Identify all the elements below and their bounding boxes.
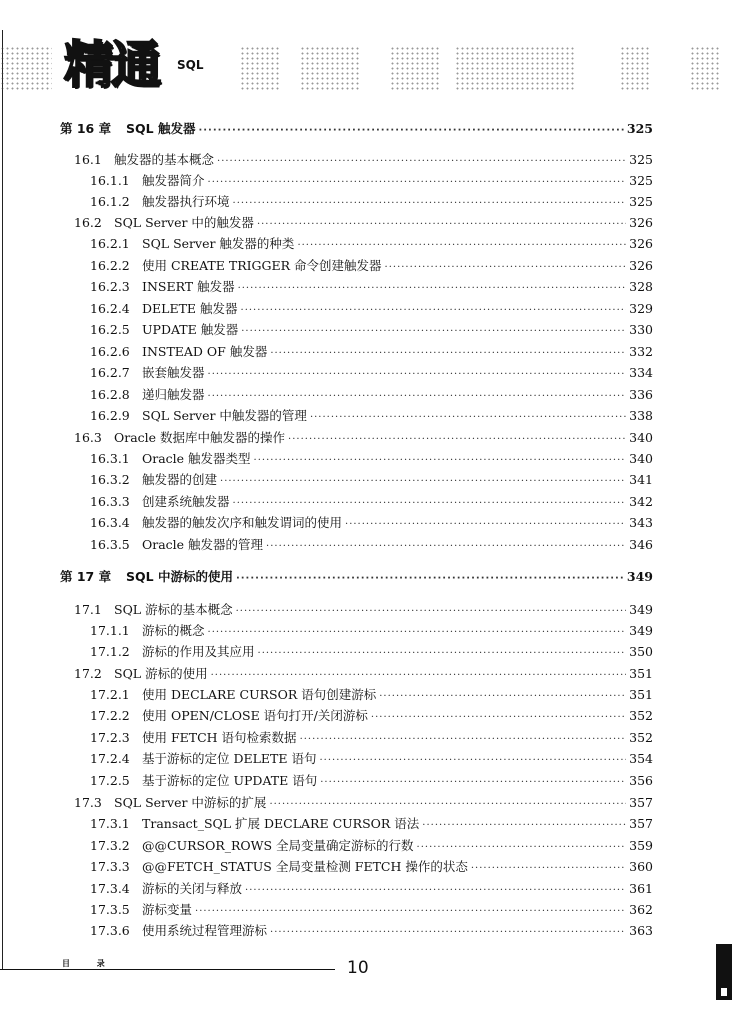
dot-leader (257, 219, 626, 230)
running-header (0, 35, 732, 98)
dot-leader (241, 305, 627, 316)
toc-entry-title: 触发器执行环境 (142, 194, 230, 209)
header-dot-pattern (0, 46, 52, 92)
dot-leader (269, 799, 626, 810)
toc-entry-page: 336 (629, 387, 653, 402)
toc-entry-title: SQL Server 触发器的种类 (142, 236, 295, 251)
toc-entry-number: 16.2.2 (90, 258, 130, 273)
toc-entry-number: 16.2.1 (90, 236, 130, 251)
toc-entry-number: 17.2.3 (90, 730, 130, 745)
dot-leader (241, 326, 626, 337)
dot-leader (385, 262, 627, 273)
toc-entry-title: 创建系统触发器 (142, 494, 230, 509)
toc-entry[interactable] (90, 749, 653, 769)
toc-entry-title: 游标变量 (142, 902, 193, 917)
toc-entry[interactable] (90, 642, 653, 662)
toc-entry-number: 16.3 (74, 430, 102, 445)
toc-entry-number: 16.3.4 (90, 515, 130, 530)
toc-entry-title: @@CURSOR_ROWS 全局变量确定游标的行数 (142, 838, 414, 853)
dot-leader (254, 455, 627, 466)
toc-entry[interactable] (74, 428, 653, 448)
toc-entry-number: 17.1.1 (90, 623, 130, 638)
dot-leader (220, 476, 626, 487)
toc-entry[interactable] (74, 213, 653, 233)
toc-entry[interactable] (90, 470, 653, 490)
toc-entry[interactable] (90, 814, 653, 834)
dot-leader (233, 198, 627, 209)
dot-leader (379, 691, 626, 702)
toc-entry[interactable] (90, 192, 653, 212)
toc-entry-number: 17.3.2 (90, 838, 130, 853)
toc-entry-title: Oracle 数据库中触发器的操作 (114, 430, 286, 445)
dot-leader (319, 755, 626, 766)
page-left-rule (2, 30, 3, 970)
toc-entry-title: 触发器的基本概念 (114, 152, 215, 167)
toc-entry-page: 326 (629, 258, 653, 273)
toc-entry-number: 16.3.3 (90, 494, 130, 509)
toc-entry[interactable] (90, 277, 653, 297)
toc-entry-page: 334 (629, 365, 653, 380)
toc-entry-page: 343 (629, 515, 653, 530)
dot-leader (198, 125, 623, 136)
dot-leader (300, 734, 627, 745)
toc-entry-title: 触发器的触发次序和触发谓词的使用 (142, 515, 343, 530)
dot-leader (310, 412, 626, 423)
header-dot-pattern (390, 46, 440, 92)
toc-entry-number: 16.3.1 (90, 451, 130, 466)
toc-entry-number: 17.2 (74, 666, 102, 681)
toc-entry-number: 17.3.6 (90, 923, 130, 938)
toc-entry[interactable] (90, 342, 653, 362)
dot-leader (270, 927, 626, 938)
toc-entry-title: SQL Server 中游标的扩展 (114, 795, 267, 810)
header-dot-pattern (455, 46, 575, 92)
dot-leader (211, 670, 627, 681)
toc-entry-title: 基于游标的定位 UPDATE 语句 (142, 773, 318, 788)
toc-entry-number: 17.3.1 (90, 816, 130, 831)
header-dot-pattern (300, 46, 360, 92)
toc-entry[interactable] (90, 320, 653, 340)
dot-leader (245, 885, 626, 896)
toc-entry-title: SQL 中游标的使用 (126, 569, 233, 584)
dot-leader (371, 712, 626, 723)
dot-leader (208, 627, 627, 638)
toc-entry[interactable] (90, 900, 653, 920)
toc-entry-title: 基于游标的定位 DELETE 语句 (142, 751, 317, 766)
toc-entry-page: 325 (626, 121, 653, 136)
dot-leader (422, 820, 626, 831)
page-number: 10 (347, 958, 369, 978)
dot-leader (266, 541, 626, 552)
toc-entry-page: 354 (629, 751, 653, 766)
dot-leader (345, 519, 626, 530)
toc-entry-page: 352 (629, 730, 653, 745)
toc-entry-number: 17.3.5 (90, 902, 130, 917)
toc-entry-title: @@FETCH_STATUS 全局变量检测 FETCH 操作的状态 (142, 859, 468, 874)
toc-entry-page: 340 (629, 451, 653, 466)
dot-leader (208, 177, 627, 188)
toc-entry[interactable] (90, 621, 653, 641)
toc-entry-page: 351 (629, 666, 653, 681)
toc-entry-number: 16.2.3 (90, 279, 130, 294)
toc-entry[interactable] (90, 256, 653, 276)
toc-entry-page: 325 (629, 194, 653, 209)
dot-leader (233, 498, 627, 509)
toc-entry-title: INSTEAD OF 触发器 (142, 344, 268, 359)
header-dot-pattern (690, 46, 720, 92)
toc-entry-title: 使用 DECLARE CURSOR 语句创建游标 (142, 687, 377, 702)
toc-chapter-entry[interactable] (60, 119, 653, 139)
toc-entry[interactable] (90, 685, 653, 705)
toc-entry-number: 第 16 章 (60, 121, 112, 136)
toc-entry-page: 349 (629, 602, 653, 617)
toc-entry-title: 触发器简介 (142, 173, 205, 188)
toc-entry-number: 17.3.3 (90, 859, 130, 874)
footer-rule (0, 969, 335, 970)
toc-entry-title: 使用 CREATE TRIGGER 命令创建触发器 (142, 258, 382, 273)
toc-entry-title: 使用系统过程管理游标 (142, 923, 268, 938)
toc-entry-page: 346 (629, 537, 653, 552)
toc-entry-page: 363 (629, 923, 653, 938)
toc-entry-page: 351 (629, 687, 653, 702)
toc-entry-page: 325 (629, 173, 653, 188)
thumb-index-tab (716, 944, 732, 1000)
toc-entry[interactable] (90, 299, 653, 319)
dot-leader (236, 606, 627, 617)
toc-entry-page: 326 (629, 236, 653, 251)
toc-entry-page: 356 (629, 773, 653, 788)
toc-entry[interactable] (90, 449, 653, 469)
toc-entry-number: 16.2.7 (90, 365, 130, 380)
dot-leader (238, 283, 627, 294)
toc-entry[interactable] (90, 513, 653, 533)
dot-leader (417, 842, 627, 853)
toc-entry[interactable] (90, 921, 653, 941)
toc-entry-number: 16.2.9 (90, 408, 130, 423)
toc-entry-number: 17.2.4 (90, 751, 130, 766)
toc-entry-page: 341 (629, 472, 653, 487)
toc-entry[interactable] (90, 406, 653, 426)
toc-entry-number: 16.3.5 (90, 537, 130, 552)
toc-entry[interactable] (90, 492, 653, 512)
dot-leader (208, 391, 627, 402)
toc-entry-title: 游标的作用及其应用 (142, 644, 255, 659)
toc-entry-title: UPDATE 触发器 (142, 322, 239, 337)
toc-entry-number: 16.1.1 (90, 173, 130, 188)
toc-entry-page: 361 (629, 881, 653, 896)
toc-entry[interactable] (74, 664, 653, 684)
toc-entry-title: Oracle 触发器的管理 (142, 537, 264, 552)
toc-entry-title: Transact_SQL 扩展 DECLARE CURSOR 语法 (142, 816, 420, 831)
toc-entry[interactable] (90, 171, 653, 191)
toc-entry[interactable] (90, 706, 653, 726)
dot-leader (297, 240, 626, 251)
toc-entry-page: 362 (629, 902, 653, 917)
dot-leader (288, 434, 626, 445)
toc-entry[interactable] (90, 728, 653, 748)
dot-leader (320, 777, 626, 788)
toc-entry-number: 16.2.6 (90, 344, 130, 359)
toc-chapter-entry[interactable] (60, 567, 653, 587)
toc-entry-title: SQL 游标的基本概念 (114, 602, 233, 617)
toc-entry[interactable] (74, 793, 653, 813)
toc-entry-page: 357 (629, 816, 653, 831)
series-logo (58, 35, 164, 94)
toc-entry-page: 359 (629, 838, 653, 853)
toc-entry-page: 360 (629, 859, 653, 874)
series-logo-subtitle: SQL (177, 58, 204, 72)
dot-leader (195, 906, 626, 917)
toc-entry-page: 357 (629, 795, 653, 810)
dot-leader (270, 348, 626, 359)
toc-entry-number: 16.2.5 (90, 322, 130, 337)
series-logo-text: 精通 (64, 35, 158, 94)
toc-entry-number: 16.3.2 (90, 472, 130, 487)
dot-leader (208, 369, 627, 380)
dot-leader (258, 648, 627, 659)
toc-entry-title: 递归触发器 (142, 387, 205, 402)
toc-entry[interactable] (74, 150, 653, 170)
toc-entry-title: SQL Server 中触发器的管理 (142, 408, 307, 423)
header-dot-pattern (240, 46, 280, 92)
toc-entry-number: 17.1 (74, 602, 102, 617)
toc-entry-page: 329 (629, 301, 653, 316)
toc-entry-page: 342 (629, 494, 653, 509)
toc-entry[interactable] (90, 535, 653, 555)
toc-entry-title: SQL Server 中的触发器 (114, 215, 254, 230)
toc-entry-page: 349 (626, 569, 653, 584)
toc-entry-title: 嵌套触发器 (142, 365, 205, 380)
toc-entry[interactable] (90, 385, 653, 405)
toc-entry-number: 17.2.5 (90, 773, 130, 788)
toc-entry-number: 第 17 章 (60, 569, 112, 584)
toc-entry-title: 游标的关闭与释放 (142, 881, 243, 896)
toc-entry[interactable] (90, 234, 653, 254)
toc-entry-number: 16.2.8 (90, 387, 130, 402)
toc-entry-title: SQL 触发器 (126, 121, 196, 136)
toc-entry[interactable] (90, 771, 653, 791)
dot-leader (217, 156, 626, 167)
toc-entry-page: 328 (629, 279, 653, 294)
toc-entry-number: 16.2.4 (90, 301, 130, 316)
toc-entry-page: 330 (629, 322, 653, 337)
toc-entry-title: 游标的概念 (142, 623, 205, 638)
toc-entry-page: 349 (629, 623, 653, 638)
toc-entry-number: 17.3 (74, 795, 102, 810)
toc-entry-number: 16.1 (74, 152, 102, 167)
toc-entry[interactable] (90, 857, 653, 877)
toc-entry[interactable] (90, 363, 653, 383)
toc-entry-title: DELETE 触发器 (142, 301, 238, 316)
toc-entry-number: 16.2 (74, 215, 102, 230)
header-dot-pattern (620, 46, 650, 92)
toc-entry-page: 338 (629, 408, 653, 423)
toc-entry-page: 332 (629, 344, 653, 359)
toc-entry[interactable] (90, 879, 653, 899)
toc-entry-title: SQL 游标的使用 (114, 666, 208, 681)
toc-entry-number: 16.1.2 (90, 194, 130, 209)
toc-entry-title: Oracle 触发器类型 (142, 451, 251, 466)
toc-entry-number: 17.2.1 (90, 687, 130, 702)
toc-entry-number: 17.1.2 (90, 644, 130, 659)
toc-entry-title: 触发器的创建 (142, 472, 218, 487)
toc-entry-page: 340 (629, 430, 653, 445)
toc-entry-page: 350 (629, 644, 653, 659)
dot-leader (236, 573, 624, 584)
toc-entry-number: 17.2.2 (90, 708, 130, 723)
toc-entry[interactable] (90, 836, 653, 856)
toc-entry-title: INSERT 触发器 (142, 279, 235, 294)
toc-entry-page: 326 (629, 215, 653, 230)
toc-entry[interactable] (74, 600, 653, 620)
footer-section-label: 目 录 (62, 959, 117, 968)
dot-leader (471, 863, 626, 874)
toc-entry-page: 352 (629, 708, 653, 723)
toc-entry-title: 使用 FETCH 语句检索数据 (142, 730, 297, 745)
toc-entry-page: 325 (629, 152, 653, 167)
toc-entry-number: 17.3.4 (90, 881, 130, 896)
toc-entry-title: 使用 OPEN/CLOSE 语句打开/关闭游标 (142, 708, 368, 723)
